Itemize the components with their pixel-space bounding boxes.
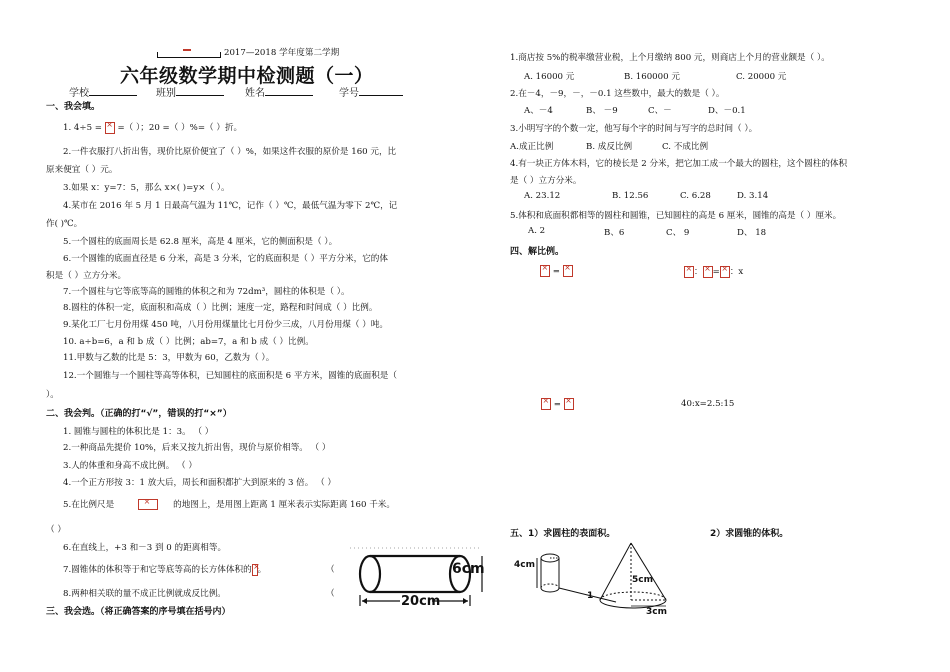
choice-4-line2: 是（ ）立方分米。 [510, 176, 582, 186]
judge-7-paren: （ [326, 565, 335, 575]
section-cylinder-surface: 五、1）求圆柱的表面积。 [510, 529, 616, 539]
cone-radius-label: 3cm [646, 607, 667, 617]
section-judge: 二、我会判。（正确的打“√”，错误的打“×”） [46, 409, 232, 419]
cylinder-radius-label: 1 [587, 591, 594, 601]
choice-1-option-a: A. 16000 元 [524, 72, 575, 82]
question-6-line1: 6.一个圆锥的底面直径是 6 分米，高是 3 分米，它的底面积是（ ）平方分米，它的体 [63, 254, 388, 264]
fraction-image-placeholder [563, 265, 573, 277]
section-solve-proportion: 四、解比例。 [510, 247, 565, 257]
choice-4-option-d: D. 3.14 [737, 191, 769, 201]
fraction-image-placeholder [703, 266, 713, 278]
choice-5-option-b: B、6 [604, 228, 625, 238]
choice-5-option-a: A. 2 [528, 226, 546, 236]
proportion-1: × = × [540, 265, 573, 277]
fraction-image-placeholder [540, 265, 550, 277]
question-6-line2: 积是（ ）立方分米。 [46, 271, 127, 281]
question-4-line2: 作( )℃。 [46, 219, 83, 229]
question-12-line2: ）。 [46, 390, 59, 400]
choice-4-option-b: B. 12.56 [612, 191, 649, 201]
info-school[interactable]: 学校 [69, 84, 137, 99]
choice-1: 1.商店按 5%的税率缴营业税，上个月缴纳 800 元，则商店上个月的营业额是（ ）。 [510, 53, 830, 63]
judge-8-paren: （ [326, 589, 335, 599]
question-4-line1: 4.某市在 2016 年 5 月 1 日最高气温为 11℃，记作（ ）℃，最低气温为零下 2℃，记 [63, 201, 398, 211]
question-12-line1: 12.一个圆锥与一个圆柱等高等体积，已知圆柱的底面积是 6 平方米，圆锥的底面积是（ [63, 371, 397, 381]
choice-4-option-a: A. 23.12 [524, 191, 561, 201]
choice-3-option-a: A.成正比例 [510, 142, 554, 152]
cylinder-length-label: 20cm [401, 594, 441, 609]
question-2-line1: 2.一件衣服打八折出售，现价比原价便宜了（ ）%，如果这件衣服的原价是 160 元，比 [63, 147, 397, 157]
question-7: 7.一个圆柱与它等底等高的圆锥的体积之和为 72dm³，圆柱的体积是（ ）。 [63, 287, 350, 297]
judge-5-paren: （ ） [46, 525, 66, 535]
page-title: 六年级数学期中检测题（一） [120, 65, 374, 87]
question-8: 8.圆柱的体积一定，底面积和高成（ ）比例；速度一定，路程和时间成（ ）比例。 [63, 303, 378, 313]
question-3: 3.如果 x：y=7：5，那么 x×( )=y×（ ）。 [63, 183, 230, 193]
question-9: 9.某化工厂七月份用煤 450 吨，八月份用煤量比七月份少三成，八月份用煤（ ）吨。 [63, 320, 388, 330]
choice-3: 3.小明写字的个数一定，他写每个字的时间与写字的总时间（ ）。 [510, 124, 758, 134]
info-name[interactable]: 姓名 [245, 84, 313, 99]
judge-3: 3.人的体重和身高不成比例。 （ ） [63, 461, 197, 471]
info-number[interactable]: 学号 [339, 84, 403, 99]
choice-3-option-b: B. 成反比例 [586, 142, 633, 152]
question-11: 11.甲数与乙数的比是 5：3，甲数为 60，乙数为（ ）。 [63, 353, 275, 363]
judge-5: 5.在比例尺是 × 的地图上，是用图上距离 1 厘米表示实际距离 160 千米。 [63, 498, 395, 510]
judge-2: 2.一种商品先提价 10%，后来又按九折出售，现价与原价相等。 （ ） [63, 443, 331, 453]
choice-1-option-b: B. 160000 元 [624, 72, 680, 82]
choice-1-option-c: C. 20000 元 [736, 72, 787, 82]
info-class[interactable]: 班别 [156, 84, 224, 99]
fraction-image-placeholder [541, 398, 551, 410]
judge-8: 8.两种相关联的量不成正比例就成反比例。 [63, 589, 226, 599]
choice-2-option-c: C、－ [648, 106, 672, 116]
question-1: 1. 4÷5 = × =（ ）；20 =（ ）%=（ ）折。 [63, 121, 242, 134]
choice-2-option-a: A、－4 [524, 106, 553, 116]
cylinder-height-label: 4cm [514, 560, 535, 570]
cylinder-diameter-label: 6cm [452, 561, 485, 577]
judge-7: 7.圆锥体的体积等于和它等底等高的长方体体积的× 。 [63, 563, 266, 576]
section-fill: 一、我会填。 [46, 102, 101, 112]
choice-5-option-d: D、 18 [737, 228, 767, 238]
proportion-4: 40:x=2.5:15 [681, 399, 735, 409]
choice-2: 2.在－4，－9，－，－0.1 这些数中，最大的数是（ ）。 [510, 89, 725, 99]
header-decoration [157, 53, 221, 58]
choice-5-option-c: C、 9 [666, 228, 690, 238]
proportion-2: × ：× =× ：x [684, 265, 743, 278]
choice-4-line1: 4.有一块正方体木料，它的棱长是 2 分米，把它加工成一个最大的圆柱，这个圆柱的体积 [510, 159, 848, 169]
judge-1: 1. 圆锥与圆柱的体积比是 1：3。 （ ） [63, 427, 214, 437]
judge-4: 4.一个正方形按 3：1 放大后，周长和面积都扩大到原来的 3 倍。 （ ） [63, 478, 337, 488]
section-cone-volume: 2）求圆锥的体积。 [710, 529, 789, 539]
scale-image-placeholder [138, 499, 158, 510]
choice-3-option-c: C. 不成比例 [662, 142, 709, 152]
question-5: 5.一个圆柱的底面周长是 62.8 厘米，高是 4 厘米，它的侧面积是（ ）。 [63, 237, 338, 247]
choice-2-option-d: D、－0.1 [708, 106, 746, 116]
school-year: 2017—2018 学年度第二学期 [224, 48, 340, 58]
question-2-line2: 原来便宜（ ）元。 [46, 165, 118, 175]
cone-height-label: 5cm [632, 575, 653, 585]
choice-4-option-c: C. 6.28 [680, 191, 711, 201]
question-10: 10. a÷b=6，a 和 b 成（ ）比例；ab=7，a 和 b 成（ ）比例。 [63, 337, 314, 347]
fraction-image-placeholder [105, 122, 115, 134]
judge-6: 6.在直线上，+3 和－3 到 0 的距离相等。 [63, 543, 227, 553]
choice-5: 5.体积和底面积都相等的圆柱和圆锥，已知圆柱的高是 6 厘米，圆锥的高是（ ）厘米。 [510, 211, 842, 221]
proportion-3: × = × [541, 398, 574, 410]
fraction-image-placeholder [252, 564, 258, 576]
choice-2-option-b: B、 －9 [586, 106, 618, 116]
section-choose: 三、我会选。（将正确答案的序号填在括号内） [46, 607, 231, 617]
fraction-image-placeholder [684, 266, 694, 278]
fraction-image-placeholder [564, 398, 574, 410]
fraction-image-placeholder [720, 266, 730, 278]
